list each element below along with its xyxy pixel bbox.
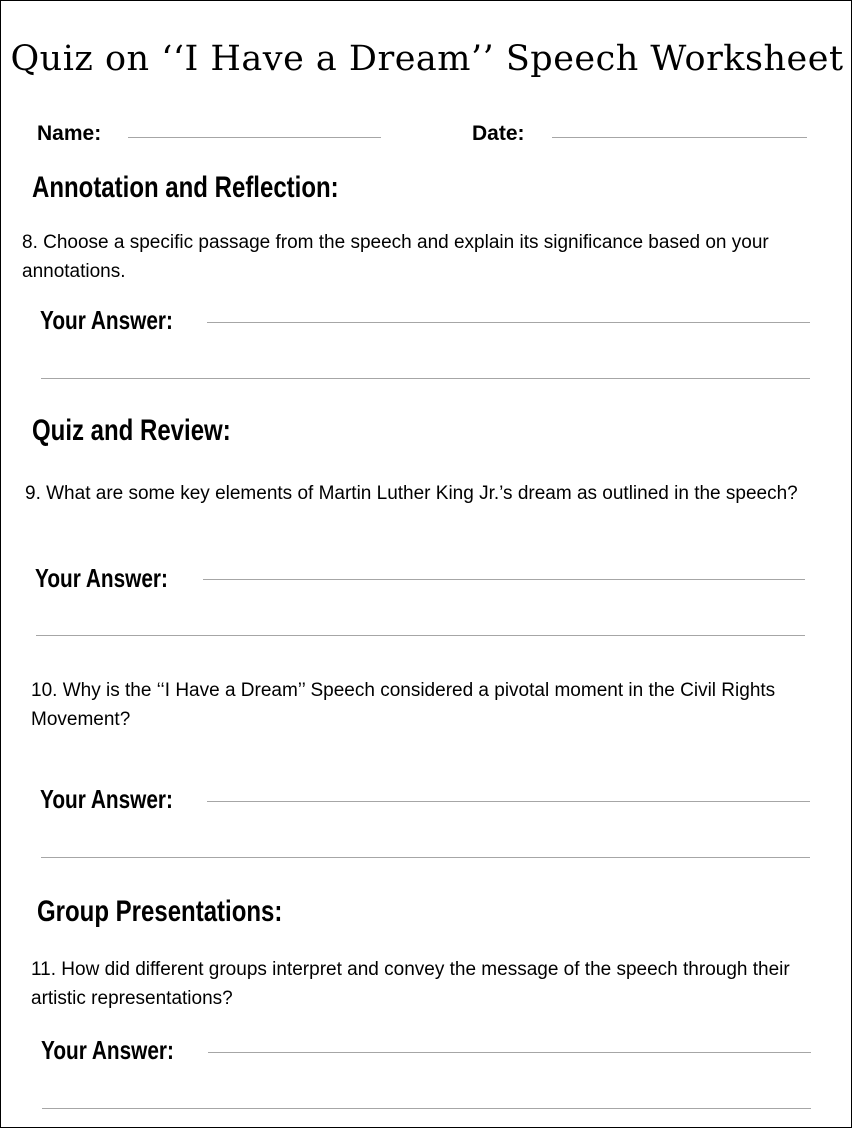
answer-label-9: Your Answer: xyxy=(35,563,168,593)
worksheet-title: Quiz on ‘‘I Have a Dream’’ Speech Worksheet xyxy=(10,39,844,79)
name-line[interactable] xyxy=(128,137,381,138)
question-11: 11. How did different groups interpret and convey the message of the speech through their artistic representations? xyxy=(31,959,790,1009)
date-line[interactable] xyxy=(552,137,807,138)
answer-label-11: Your Answer: xyxy=(41,1035,174,1065)
answer-line-10a[interactable] xyxy=(207,801,810,802)
section-heading-quiz: Quiz and Review: xyxy=(32,414,231,447)
answer-line-10b[interactable] xyxy=(41,857,810,858)
answer-line-11a[interactable] xyxy=(208,1052,811,1053)
answer-label-10: Your Answer: xyxy=(40,784,173,814)
question-10: 10. Why is the ‘‘I Have a Dream’’ Speech considered a pivotal moment in the Civil Rights Movement? xyxy=(31,680,776,730)
answer-line-8b[interactable] xyxy=(41,378,810,379)
question-8: 8. Choose a specific passage from the speech and explain its significance based on your annotations. xyxy=(22,232,769,282)
answer-label-8: Your Answer: xyxy=(40,305,173,335)
answer-line-9b[interactable] xyxy=(36,635,805,636)
answer-line-8a[interactable] xyxy=(207,322,810,323)
name-label: Name: xyxy=(37,122,102,145)
answer-line-11b[interactable] xyxy=(42,1108,811,1109)
answer-line-9a[interactable] xyxy=(203,579,805,580)
section-heading-group: Group Presentations: xyxy=(37,895,283,928)
date-label: Date: xyxy=(472,122,525,145)
question-9: 9. What are some key elements of Martin Luther King Jr.’s dream as outlined in the speech? xyxy=(25,483,798,504)
section-heading-annotation: Annotation and Reflection: xyxy=(32,171,339,204)
